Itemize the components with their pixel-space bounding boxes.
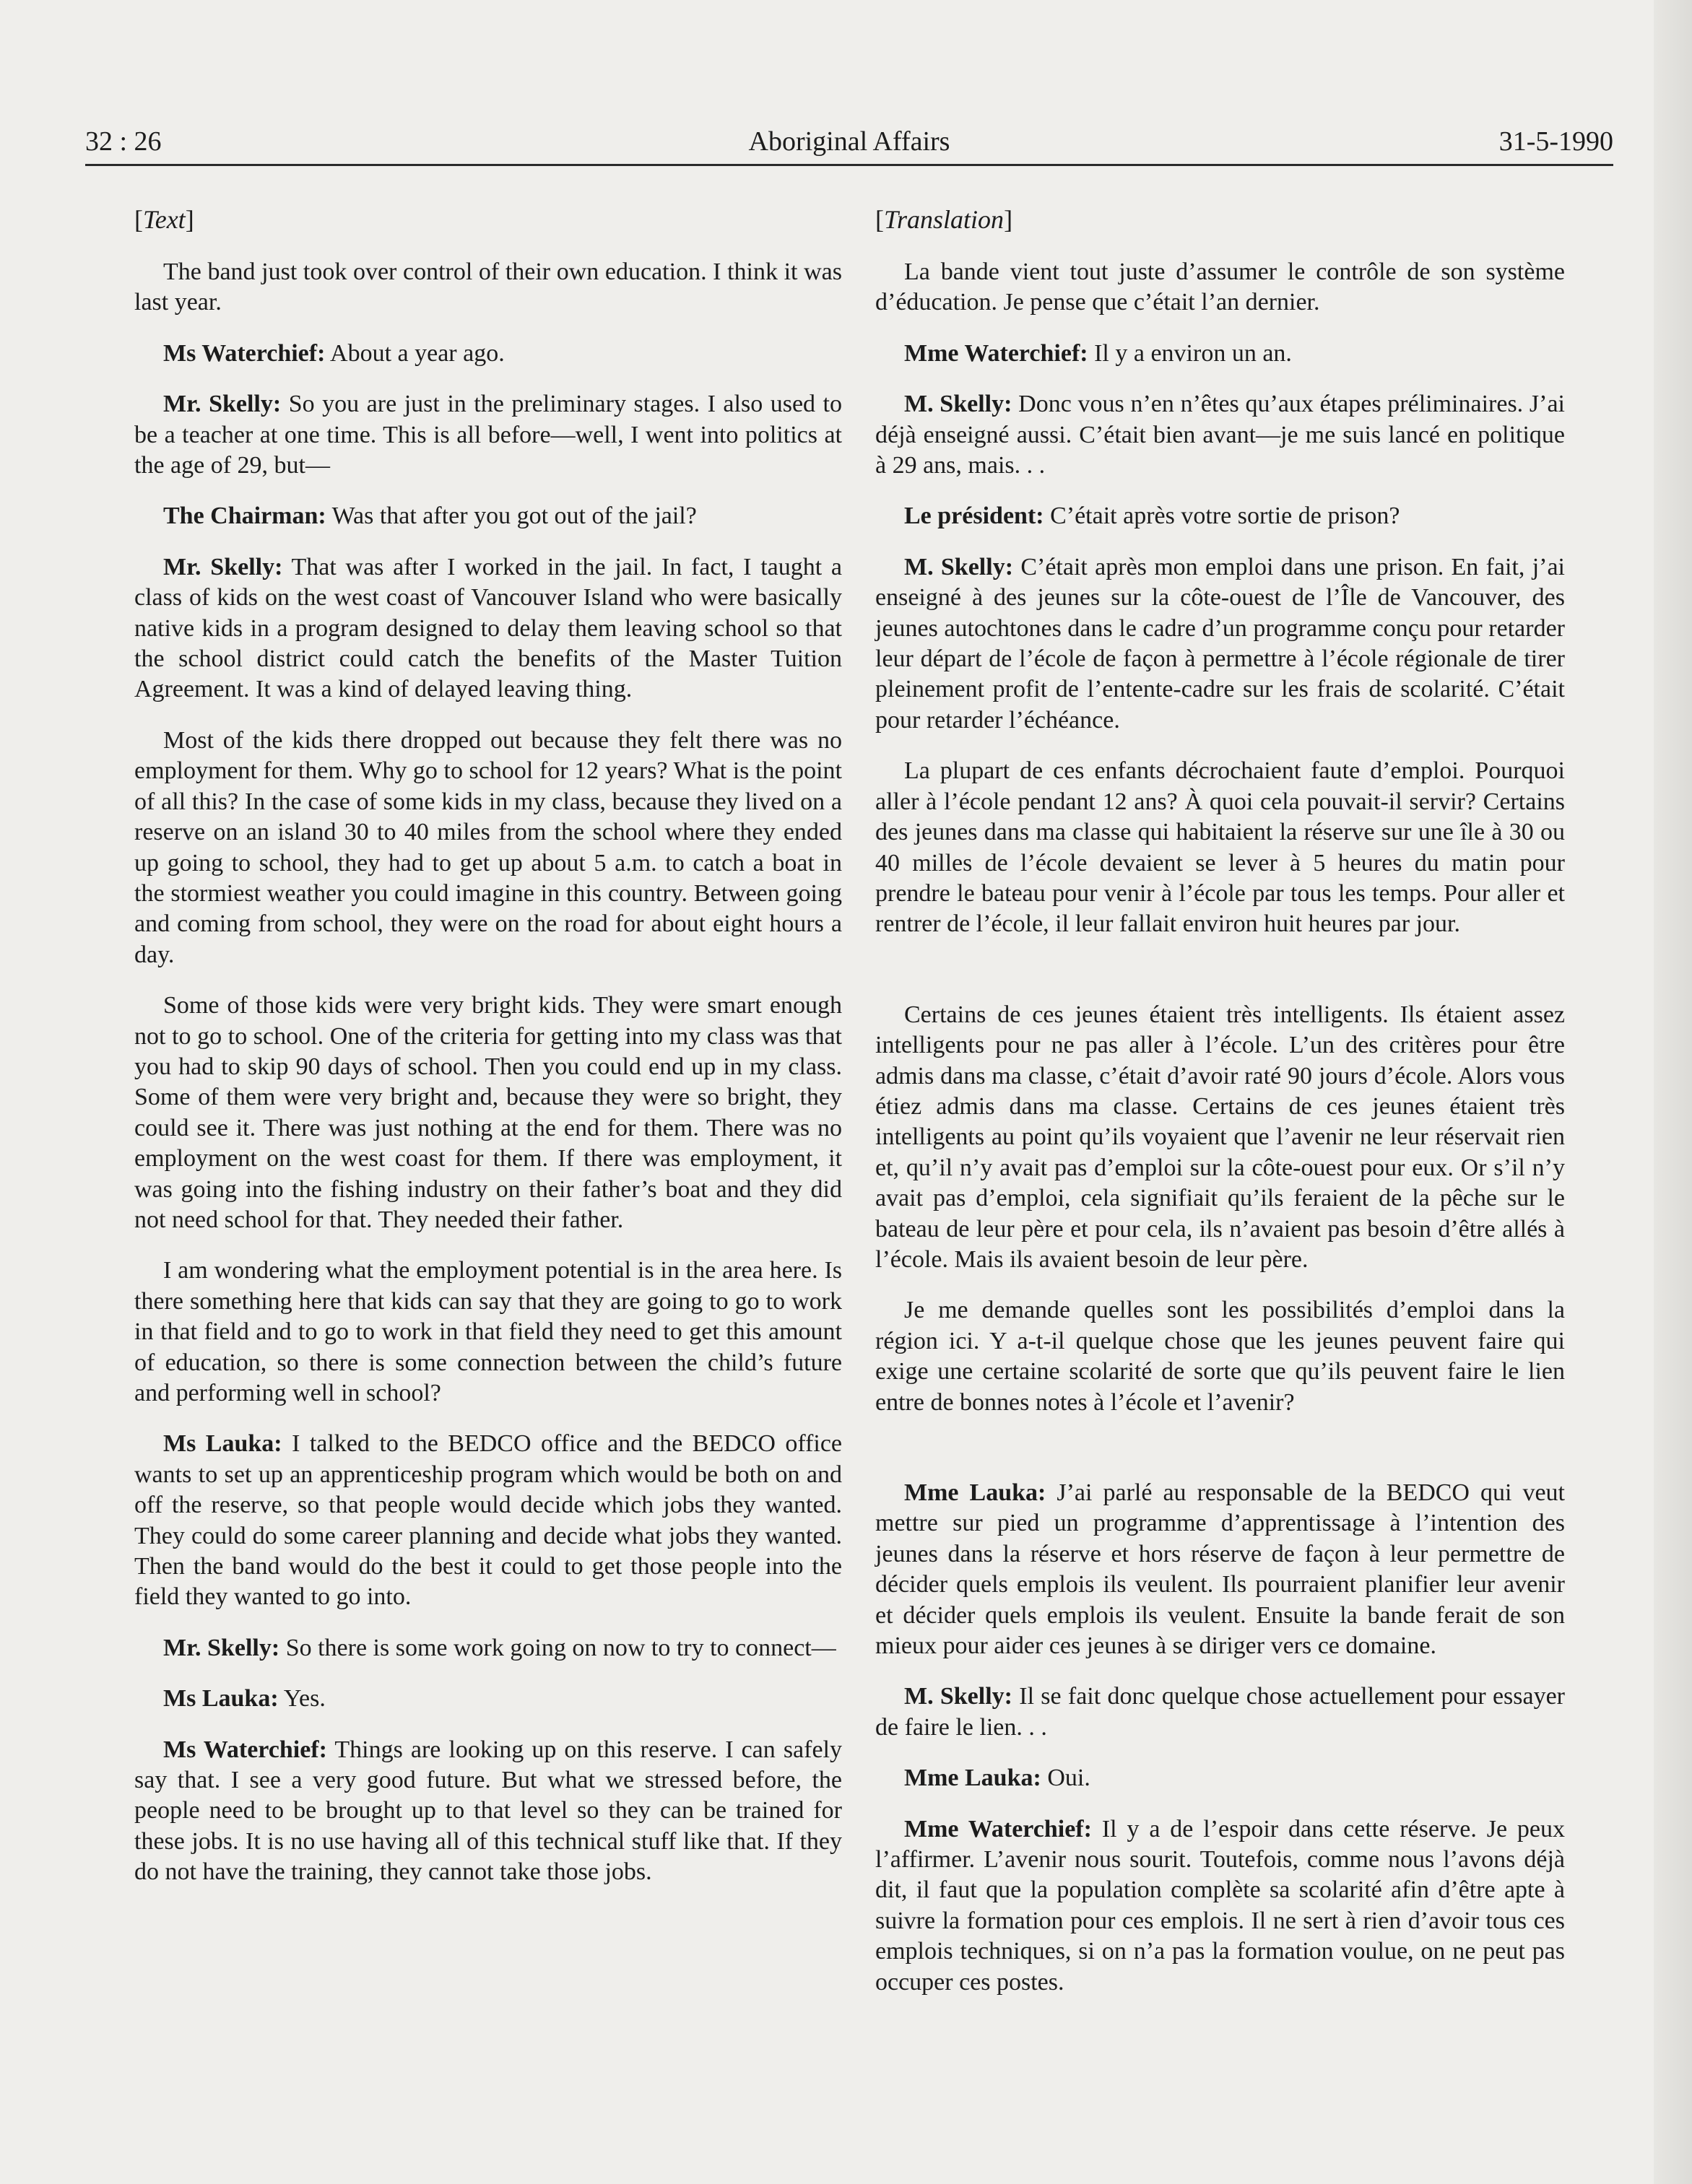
paragraph: Mr. Skelly: So there is some work going on now to try to connect— (163, 1634, 836, 1661)
paragraph: La plupart de ces enfants décrochaient faute d’emploi. Pourquoi aller à l’école pendant 12 ans? À quoi cela pouvait-il servir? Certains des jeunes dans ma classe qui habitaient la réserve sur une île à 30 ou 40 milles de l’école devaient se lever à 5 heures du matin pour prendre le bateau pour venir à l’école par tous les temps. Pour aller et rentrer de l’école, il leur fallait environ huit heures par jour. (875, 757, 1565, 938)
paragraph: Mr. Skelly: That was after I worked in the jail. In fact, I taught a class of kids on the west coast of Vancouver Island who were basically native kids in a program designed to delay them leaving school so that the school district could catch the benefits of the Master Tuition Agreement. It was a kind of delayed leaving thing. (134, 553, 842, 703)
french-column (875, 204, 1565, 2018)
paragraph: Je me demande quelles sont les possibilités d’emploi dans la région ici. Y a-t-il quelque chose que les jeunes peuvent faire qui exige une certaine scolarité de sorte que qu’ils peuvent faire le lien entre de bonnes notes à l’école et l’avenir? (875, 1297, 1565, 1416)
paragraph: Le président: C’était après votre sortie de prison? (904, 503, 1400, 530)
paragraph: Ms Lauka: Yes. (163, 1685, 326, 1713)
paragraph: The band just took over control of their own education. I think it was last year. (134, 258, 842, 316)
paragraph: The Chairman: Was that after you got out of the jail? (163, 503, 697, 530)
paragraph: Some of those kids were very bright kids. They were smart enough not to go to school. One of the criteria for getting into my class was that you had to skip 90 days of school. Then you could end up in my class. Some of them were very bright and, because they were so bright, they could see it. There was just nothing at the end for them. There was no employment on the west coast for them. If there was employment, it was going into the fishing industry on their father’s boat and they did not need school for that. They needed their father. (134, 992, 842, 1233)
paragraph: M. Skelly: Donc vous n’en n’êtes qu’aux étapes préliminaires. J’ai déjà enseigné aussi. C’était bien avant—je me suis lancé en politique à 29 ans, mais. . . (875, 391, 1565, 479)
paragraph: La bande vient tout juste d’assumer le contrôle de son système d’éducation. Je pense que c’était l’an dernier. (875, 258, 1565, 316)
paragraph: M. Skelly: Il se fait donc quelque chose actuellement pour essayer de faire le lien. . . (875, 1683, 1566, 1741)
translation-label: [Translation] (875, 205, 1013, 234)
paragraph: Mme Waterchief: Il y a environ un an. (904, 339, 1292, 367)
paragraph: Mme Lauka: J’ai parlé au responsable de la BEDCO qui veut mettre sur pied un programme d’apprentissage à l’intention des jeunes dans la réserve et hors réserve de façon à leur permettre de décider quels emplois ils veulent. Ils pourraient planifier leur avenir et décider quels emplois ils veulent. Ensuite la bande ferait de son mieux pour aider ces jeunes à se diriger vers ce domaine. (875, 1479, 1566, 1660)
page-number: 32 : 26 (85, 126, 162, 157)
english-column (134, 204, 842, 1908)
paragraph: I am wondering what the employment potential is in the area here. Is there something here that kids can say that they are going to go to work in that field and to go to work in that field they need to get this amount of education, so there is some connection between the child’s future and performing well in school? (134, 1257, 842, 1406)
paragraph: Mr. Skelly: So you are just in the preliminary stages. I also used to be a teacher at one time. This is all before—well, I went into politics at the age of 29, but— (134, 391, 843, 479)
paragraph: Certains de ces jeunes étaient très intelligents. Ils étaient assez intelligents pour ne pas aller à l’école. L’un des critères pour être admis dans ma classe, c’était d’avoir raté 90 jours d’école. Alors vous étiez admis dans ma classe. Certains de ces jeunes étaient très intelligents au point qu’ils voyaient que l’avenir ne leur réservait rien et, qu’il n’y avait pas d’emploi sur la côte-ouest pour eux. Or s’il n’y avait pas d’emploi, cela signifiait qu’ils feraient de la pêche sur le bateau de leur père et pour cela, ils n’avaient pas besoin d’être allés à l’école. Mais ils avaient besoin de leur père. (875, 1001, 1565, 1273)
page-header (85, 119, 1613, 166)
paragraph: Ms Lauka: I talked to the BEDCO office and the BEDCO office wants to set up an apprenticeship program which would be both on and off the reserve, so that people would decide which jobs they wanted. They could do some career planning and decide what jobs they wanted. Then the band would do the best it could to get those people into the field they wanted to go into. (134, 1430, 843, 1611)
paragraph: Ms Waterchief: Things are looking up on this reserve. I can safely say that. I see a very good future. But what we stressed before, the people need to be brought up to that level so they can be trained for these jobs. It is no use having all of this technical stuff like that. If they do not have the training, they cannot take those jobs. (134, 1736, 842, 1886)
paragraph: Mme Waterchief: Il y a de l’espoir dans cette réserve. Je peux l’affirmer. L’avenir nous sourit. Toutefois, comme nous l’avons déjà dit, il faut que la population complète sa scolarité afin d’être apte à suivre la formation pour ces emplois. Il ne sert à rien d’avoir tous ces emplois techniques, si on n’a pas la formation voulue, on ne peut pas occuper ces postes. (875, 1815, 1565, 1996)
paragraph: M. Skelly: C’était après mon emploi dans une prison. En fait, j’ai enseigné à des jeunes sur la côte-ouest de l’Île de Vancouver, des jeunes autochtones dans le cadre d’un programme conçu pour retarder leur départ de l’école de façon à permettre à l’école régionale de tirer pleinement profit de l’entente-cadre sur les frais de scolarité. C’était pour retarder l’échéance. (875, 553, 1566, 734)
text-label: [Text] (134, 205, 194, 234)
scan-edge (1654, 0, 1692, 2184)
publication-title: Aboriginal Affairs (748, 126, 950, 157)
publication-date: 31-5-1990 (1498, 126, 1613, 157)
paragraph: Most of the kids there dropped out because they felt there was no employment for them. Why go to school for 12 years? What is the point of all this? In the case of some kids in my class, because they lived on a reserve on an island 30 to 40 miles from the school where they ended up going to school, they had to get up about 5 a.m. to catch a boat in the stormiest weather you could imagine in this country. Between going and coming from school, they were on the road for about eight hours a day. (134, 726, 842, 968)
paragraph: Mme Lauka: Oui. (904, 1765, 1090, 1792)
paragraph-gap (875, 960, 1565, 1000)
paragraph: Ms Waterchief: About a year ago. (163, 339, 505, 367)
paragraph-gap (875, 1438, 1565, 1478)
